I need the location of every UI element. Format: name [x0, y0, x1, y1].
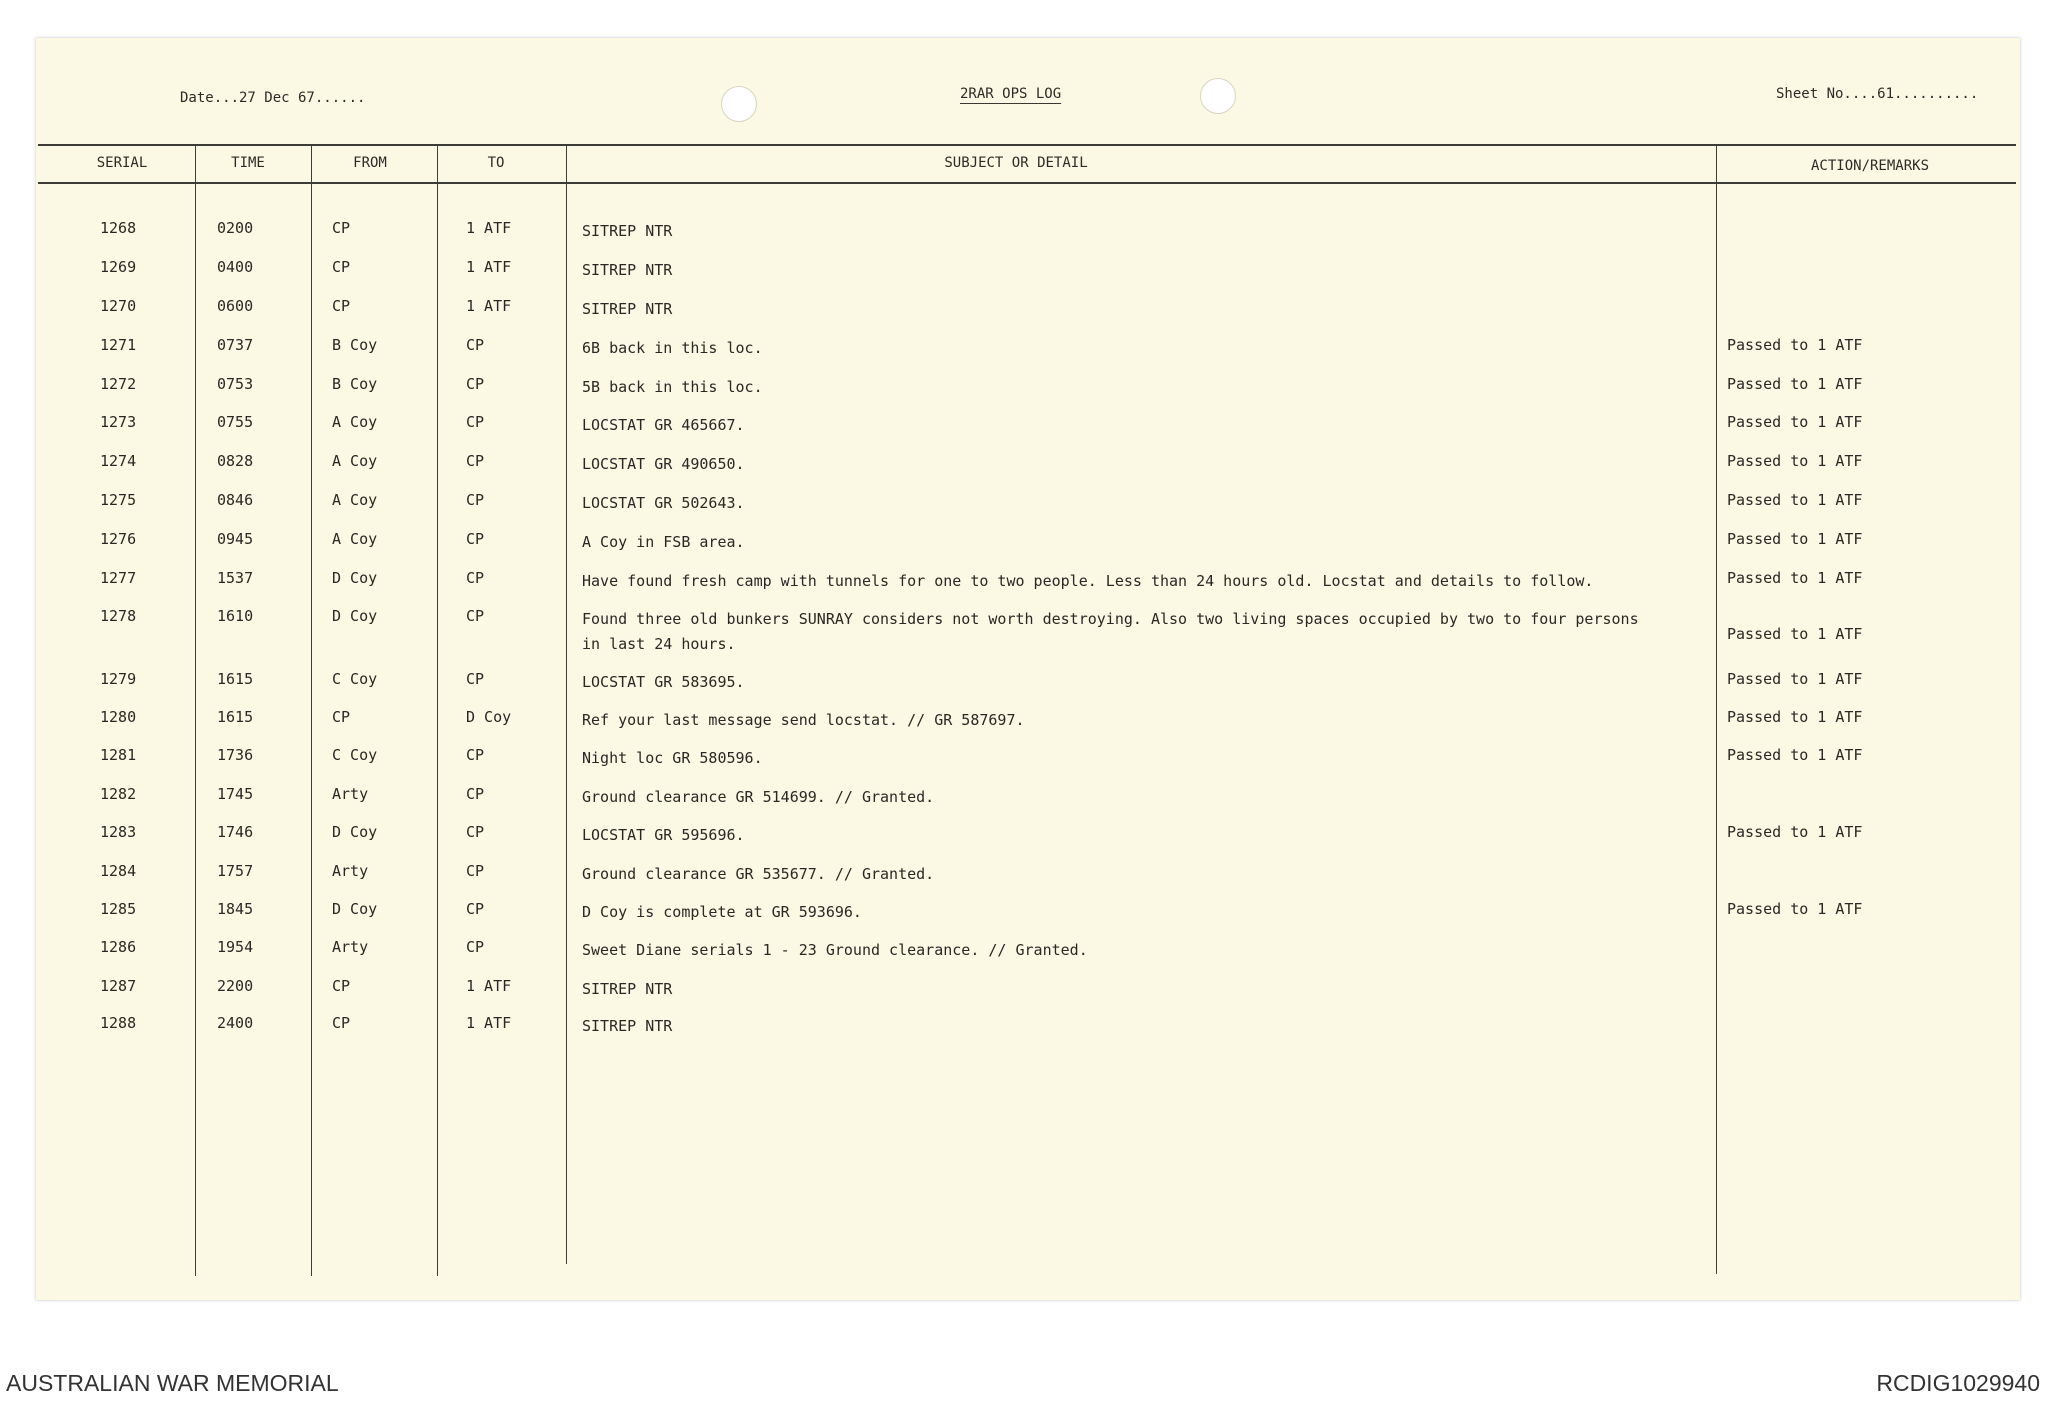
detail-cell: SITREP NTR [582, 261, 673, 279]
log-title: 2RAR OPS LOG [960, 86, 1062, 102]
action-cell: Passed to 1 ATF [1727, 625, 1863, 643]
time-cell: 0753 [217, 375, 254, 393]
serial-cell: 1281 [100, 746, 137, 764]
table-row [0, 746, 2048, 776]
table-row [0, 862, 2048, 892]
serial-cell: 1274 [100, 452, 137, 470]
time-cell: 0828 [217, 452, 254, 470]
table-row [0, 452, 2048, 482]
detail-cell: Night loc GR 580596. [582, 749, 763, 767]
time-cell: 1615 [217, 670, 254, 688]
action-cell: Passed to 1 ATF [1727, 900, 1863, 918]
from-cell: D Coy [332, 823, 378, 841]
time-cell: 2200 [217, 977, 254, 995]
from-cell: CP [332, 258, 351, 276]
column-header-time: TIME [231, 155, 265, 171]
table-row [0, 607, 2048, 665]
serial-cell: 1268 [100, 219, 137, 237]
column-header-from: FROM [353, 155, 387, 171]
serial-cell: 1285 [100, 900, 137, 918]
to-cell: CP [466, 938, 485, 956]
serial-cell: 1273 [100, 413, 137, 431]
table-row [0, 219, 2048, 249]
time-cell: 0600 [217, 297, 254, 315]
time-cell: 0945 [217, 530, 254, 548]
table-row [0, 900, 2048, 930]
serial-cell: 1278 [100, 607, 137, 625]
to-cell: CP [466, 569, 485, 587]
column-header-serial: SERIAL [96, 155, 148, 171]
table-row [0, 491, 2048, 521]
to-cell: CP [466, 375, 485, 393]
from-cell: A Coy [332, 530, 378, 548]
time-cell: 1537 [217, 569, 254, 587]
detail-cell: LOCSTAT GR 490650. [582, 455, 745, 473]
action-cell: Passed to 1 ATF [1727, 336, 1863, 354]
from-cell: B Coy [332, 336, 378, 354]
detail-cell: Have found fresh camp with tunnels for one to two people. Less than 24 hours old. Locstat and details to follow. [582, 572, 1594, 590]
table-row [0, 569, 2048, 599]
detail-cell: 5B back in this loc. [582, 378, 763, 396]
action-cell: Passed to 1 ATF [1727, 569, 1863, 587]
serial-cell: 1272 [100, 375, 137, 393]
punch-hole-right [1200, 78, 1236, 114]
time-cell: 1845 [217, 900, 254, 918]
from-cell: CP [332, 708, 351, 726]
from-cell: C Coy [332, 746, 378, 764]
table-row [0, 336, 2048, 366]
detail-cell: A Coy in FSB area. [582, 533, 745, 551]
detail-cell: SITREP NTR [582, 980, 673, 998]
from-cell: A Coy [332, 452, 378, 470]
table-row [0, 530, 2048, 560]
time-cell: 1745 [217, 785, 254, 803]
time-cell: 1954 [217, 938, 254, 956]
detail-cell: 6B back in this loc. [582, 339, 763, 357]
time-cell: 1736 [217, 746, 254, 764]
time-cell: 0755 [217, 413, 254, 431]
time-cell: 0846 [217, 491, 254, 509]
table-row [0, 708, 2048, 738]
table-row [0, 1014, 2048, 1044]
table-row [0, 938, 2048, 968]
to-cell: 1 ATF [466, 219, 512, 237]
to-cell: CP [466, 900, 485, 918]
to-cell: CP [466, 862, 485, 880]
column-header-subject: SUBJECT OR DETAIL [944, 155, 1088, 171]
to-cell: CP [466, 746, 485, 764]
serial-cell: 1284 [100, 862, 137, 880]
detail-cell: LOCSTAT GR 465667. [582, 416, 745, 434]
detail-cell: Ref your last message send locstat. // GR 587697. [582, 711, 1025, 729]
to-cell: CP [466, 607, 485, 625]
serial-cell: 1280 [100, 708, 137, 726]
from-cell: A Coy [332, 491, 378, 509]
detail-cell: LOCSTAT GR 583695. [582, 673, 745, 691]
archive-credit: AUSTRALIAN WAR MEMORIAL [6, 1370, 339, 1396]
from-cell: D Coy [332, 900, 378, 918]
to-cell: 1 ATF [466, 297, 512, 315]
action-cell: Passed to 1 ATF [1727, 670, 1863, 688]
action-cell: Passed to 1 ATF [1727, 708, 1863, 726]
serial-cell: 1286 [100, 938, 137, 956]
serial-cell: 1277 [100, 569, 137, 587]
serial-cell: 1282 [100, 785, 137, 803]
table-row [0, 413, 2048, 443]
to-cell: CP [466, 530, 485, 548]
header-bottom-rule [38, 182, 2016, 184]
from-cell: Arty [332, 938, 369, 956]
to-cell: 1 ATF [466, 1014, 512, 1032]
action-cell: Passed to 1 ATF [1727, 413, 1863, 431]
log-date: Date...27 Dec 67...... [180, 90, 366, 106]
table-row [0, 977, 2048, 1007]
table-row [0, 258, 2048, 288]
detail-cell: Ground clearance GR 514699. // Granted. [582, 788, 935, 806]
column-header-action: ACTION/REMARKS [1810, 158, 1930, 174]
from-cell: Arty [332, 785, 369, 803]
from-cell: D Coy [332, 607, 378, 625]
sheet-number: Sheet No....61.......... [1776, 86, 1979, 102]
table-row [0, 297, 2048, 327]
record-id: RCDIG1029940 [1876, 1370, 2040, 1396]
detail-cell: LOCSTAT GR 595696. [582, 826, 745, 844]
from-cell: CP [332, 219, 351, 237]
time-cell: 0737 [217, 336, 254, 354]
serial-cell: 1271 [100, 336, 137, 354]
time-cell: 1746 [217, 823, 254, 841]
time-cell: 2400 [217, 1014, 254, 1032]
to-cell: CP [466, 670, 485, 688]
table-row [0, 785, 2048, 815]
detail-cell: LOCSTAT GR 502643. [582, 494, 745, 512]
detail-cell: SITREP NTR [582, 1017, 673, 1035]
from-cell: D Coy [332, 569, 378, 587]
time-cell: 1757 [217, 862, 254, 880]
table-row [0, 823, 2048, 853]
serial-cell: 1270 [100, 297, 137, 315]
time-cell: 0400 [217, 258, 254, 276]
action-cell: Passed to 1 ATF [1727, 452, 1863, 470]
to-cell: 1 ATF [466, 258, 512, 276]
serial-cell: 1269 [100, 258, 137, 276]
detail-cell: Found three old bunkers SUNRAY considers not worth destroying. Also two living spaces occupied by two to four persons [582, 610, 1639, 628]
detail-cell: Ground clearance GR 535677. // Granted. [582, 865, 935, 883]
detail-cell-continuation: in last 24 hours. [582, 635, 736, 653]
action-cell: Passed to 1 ATF [1727, 530, 1863, 548]
column-header-to: TO [487, 155, 505, 171]
action-cell: Passed to 1 ATF [1727, 375, 1863, 393]
action-cell: Passed to 1 ATF [1727, 491, 1863, 509]
serial-cell: 1279 [100, 670, 137, 688]
to-cell: CP [466, 785, 485, 803]
from-cell: CP [332, 977, 351, 995]
detail-cell: Sweet Diane serials 1 - 23 Ground clearance. // Granted. [582, 941, 1088, 959]
from-cell: Arty [332, 862, 369, 880]
table-row [0, 375, 2048, 405]
detail-cell: SITREP NTR [582, 300, 673, 318]
table-row [0, 670, 2048, 700]
to-cell: CP [466, 336, 485, 354]
action-cell: Passed to 1 ATF [1727, 746, 1863, 764]
punch-hole-left [721, 86, 757, 122]
time-cell: 1615 [217, 708, 254, 726]
header-top-rule [38, 144, 2016, 146]
serial-cell: 1283 [100, 823, 137, 841]
to-cell: CP [466, 491, 485, 509]
serial-cell: 1276 [100, 530, 137, 548]
from-cell: C Coy [332, 670, 378, 688]
from-cell: CP [332, 297, 351, 315]
action-cell: Passed to 1 ATF [1727, 823, 1863, 841]
serial-cell: 1287 [100, 977, 137, 995]
to-cell: 1 ATF [466, 977, 512, 995]
serial-cell: 1288 [100, 1014, 137, 1032]
to-cell: CP [466, 452, 485, 470]
from-cell: CP [332, 1014, 351, 1032]
from-cell: A Coy [332, 413, 378, 431]
detail-cell: SITREP NTR [582, 222, 673, 240]
time-cell: 0200 [217, 219, 254, 237]
time-cell: 1610 [217, 607, 254, 625]
to-cell: CP [466, 823, 485, 841]
from-cell: B Coy [332, 375, 378, 393]
serial-cell: 1275 [100, 491, 137, 509]
to-cell: CP [466, 413, 485, 431]
to-cell: D Coy [466, 708, 512, 726]
detail-cell: D Coy is complete at GR 593696. [582, 903, 862, 921]
